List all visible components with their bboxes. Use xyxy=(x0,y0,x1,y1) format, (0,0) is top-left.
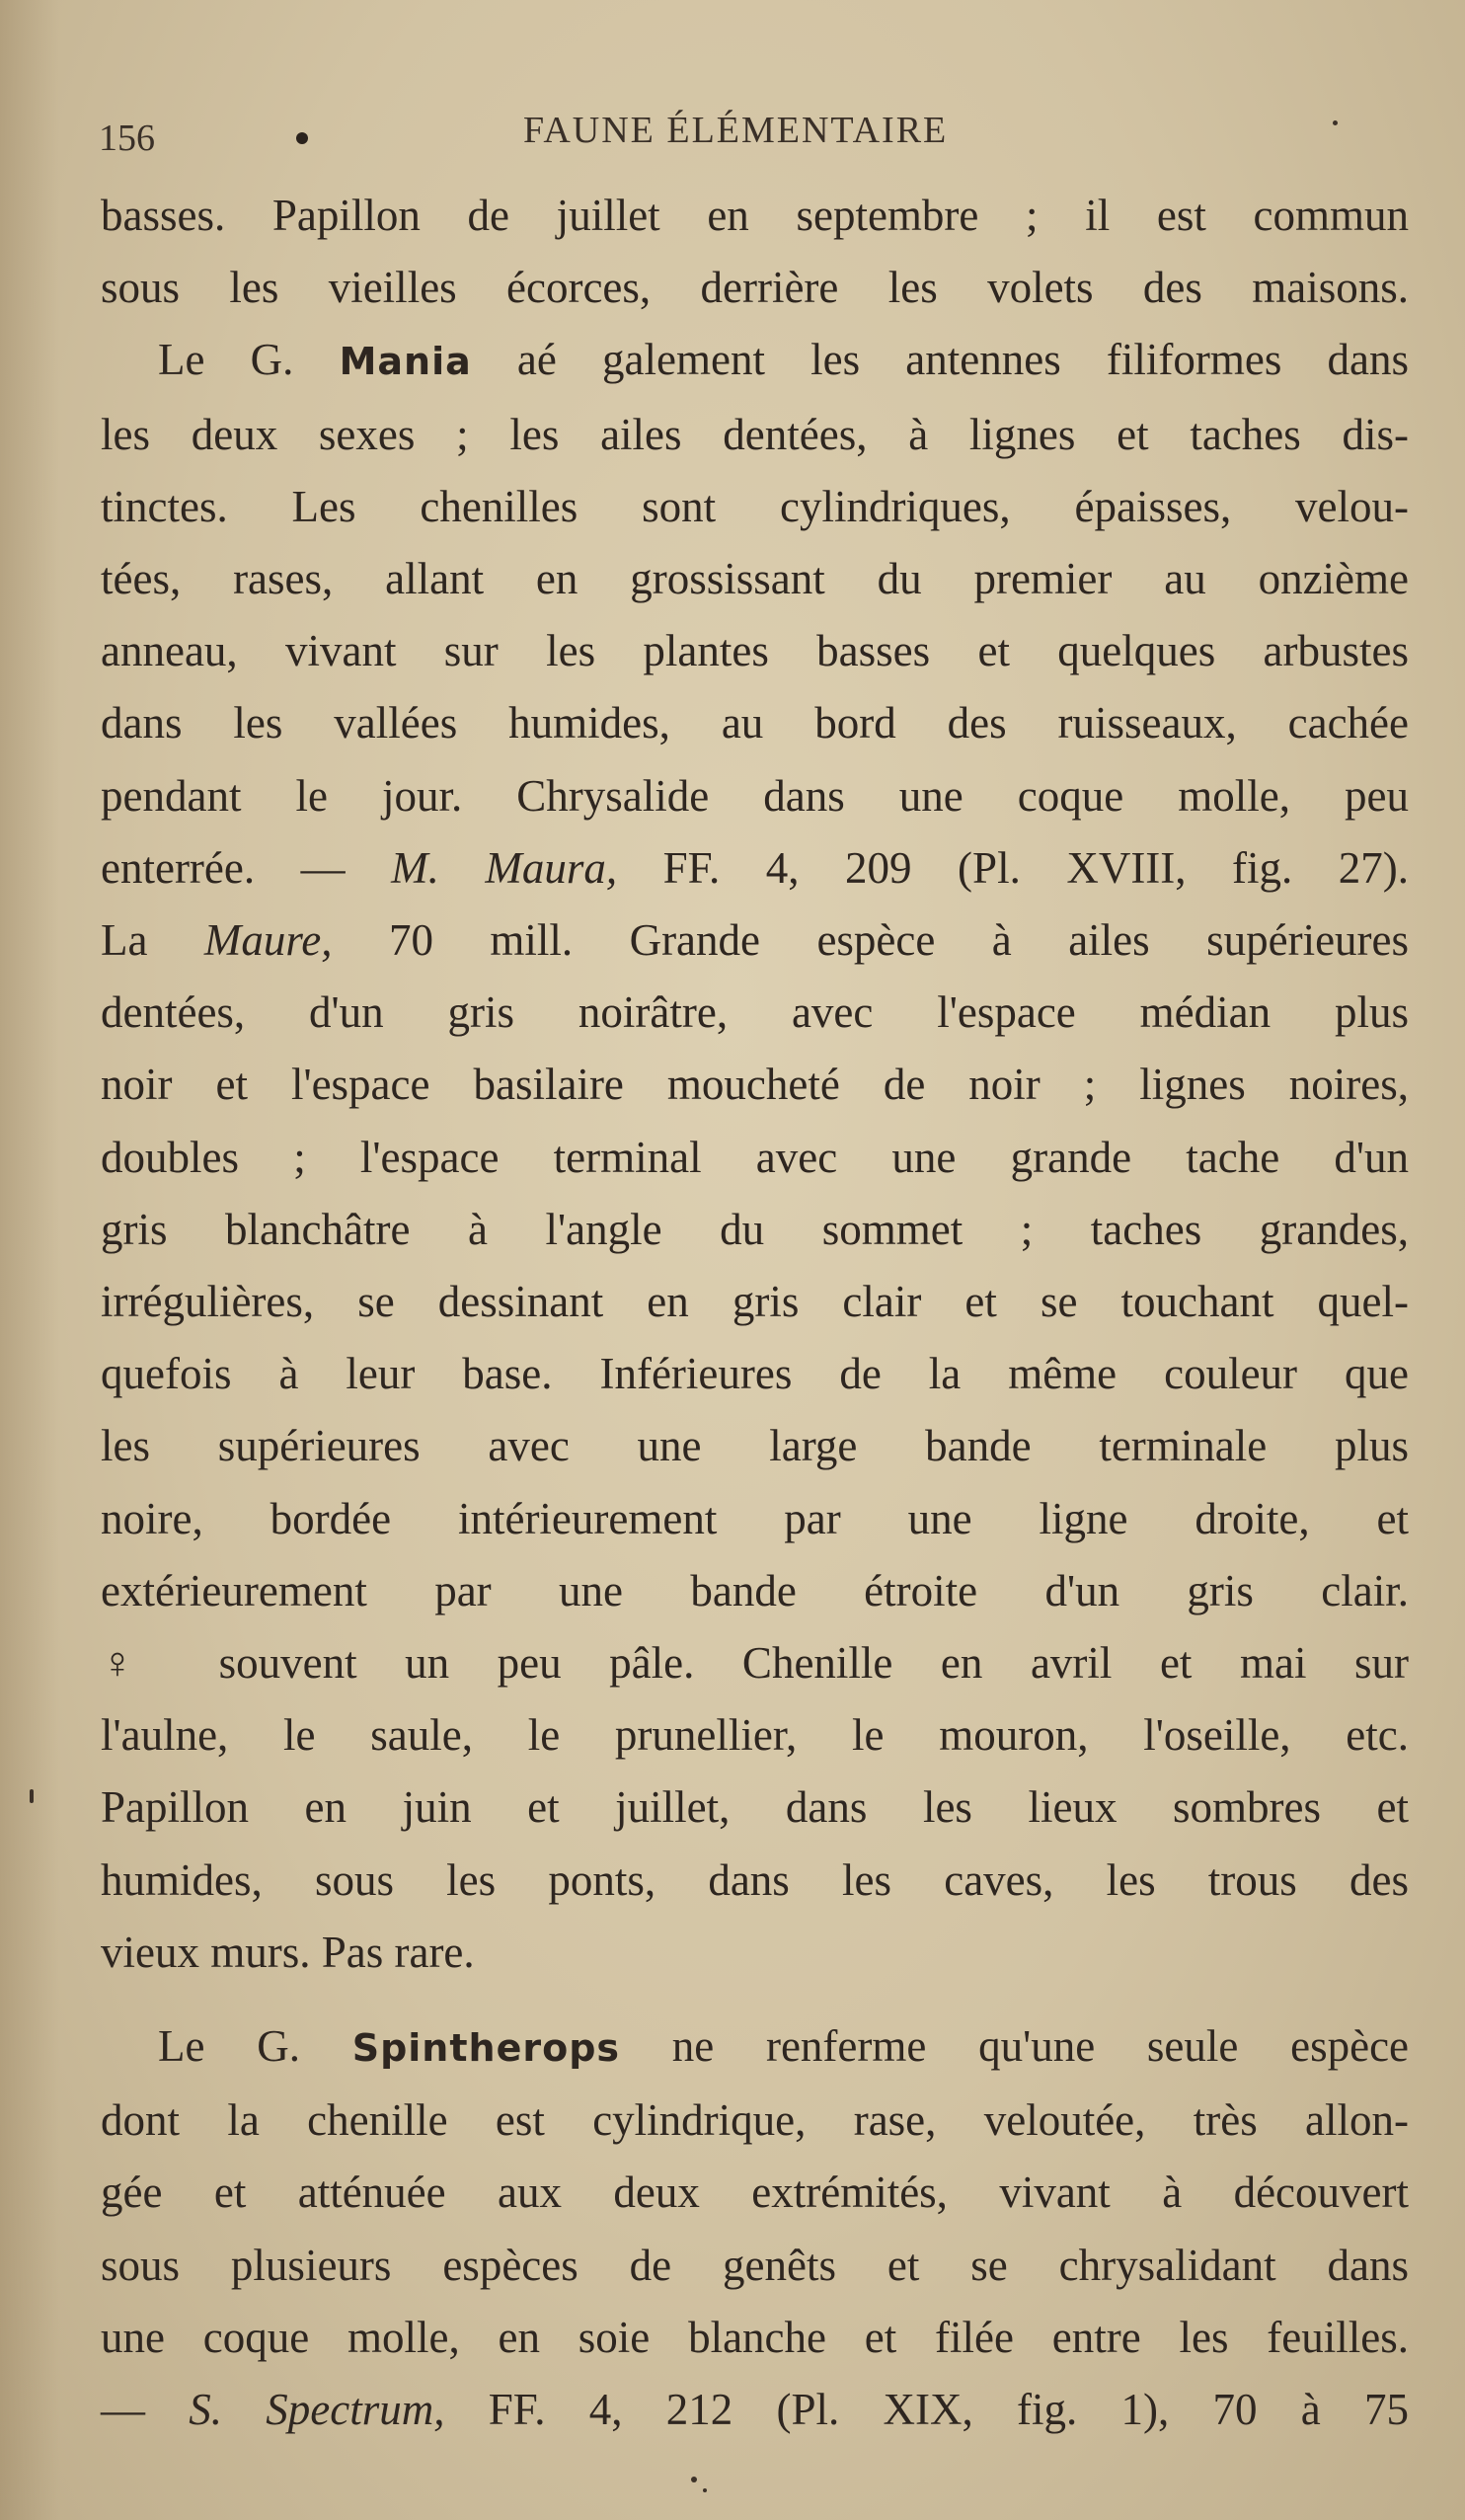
text-line: les deux sexes ; les ailes dentées, à lignes et taches dis- xyxy=(101,409,1409,459)
line-start: — xyxy=(101,2385,145,2435)
text-line: tinctes. Les chenilles sont cylindriques, épaisses, velou- xyxy=(101,481,1409,531)
paragraph-gap xyxy=(101,1989,1409,2010)
header-dot xyxy=(296,132,308,144)
running-title: FAUNE ÉLÉMENTAIRE xyxy=(523,110,949,151)
text-line xyxy=(101,905,1409,977)
genus-name-mania: Mania xyxy=(339,340,472,384)
line-rest: 70 mill. Grande espèce à ailes supérieures xyxy=(388,915,1410,966)
text-line: dont la chenille est cylindrique, rase, veloutée, très allon- xyxy=(101,2095,1409,2146)
line-rest: ne renferme qu'une seule espèce xyxy=(671,2021,1410,2072)
text-line: extérieurement par une bande étroite d'un gris clair. xyxy=(101,1565,1409,1615)
text-line xyxy=(101,832,1409,905)
common-article: La xyxy=(101,915,148,966)
genus-intro: Le G. xyxy=(158,335,294,385)
species-name-maura: M. Maura, xyxy=(391,842,618,893)
page-header xyxy=(99,99,1412,158)
text-line: l'aulne, le saule, le prunellier, le mouron, l'oseille, etc. xyxy=(101,1710,1409,1761)
text-line: dentées, d'un gris noirâtre, avec l'espace médian plus xyxy=(101,987,1409,1038)
text-line xyxy=(101,2010,1409,2085)
text-line xyxy=(101,2374,1409,2446)
line-start: enterrée. — xyxy=(101,842,346,893)
text-line: sous les vieilles écorces, derrière les volets des maisons. xyxy=(101,263,1409,313)
line-rest: aé galement les antennes filiformes dans xyxy=(516,335,1410,385)
ink-speck xyxy=(30,1789,34,1803)
text-line: doubles ; l'espace terminal avec une grande tache d'un xyxy=(101,1132,1409,1182)
page-number: 156 xyxy=(99,118,155,159)
text-line: basses. Papillon de juillet en septembre ; il est commun xyxy=(101,191,1409,240)
page-shadow xyxy=(0,0,59,2520)
text-line: Papillon en juin et juillet, dans les lieux sombres et xyxy=(101,1782,1409,1833)
text-line: pendant le jour. Chrysalide dans une coque molle, peu xyxy=(101,770,1409,821)
text-line: ♀ souvent un peu pâle. Chenille en avril et mai sur xyxy=(101,1638,1409,1689)
text-line: sous plusieurs espèces de genêts et se chrysalidant dans xyxy=(101,2240,1409,2290)
ink-speck xyxy=(691,2477,697,2482)
text-line: gée et atténuée aux deux extrémités, vivant à découvert xyxy=(101,2167,1409,2218)
text-line: irrégulières, se dessinant en gris clair et se touchant quel- xyxy=(101,1277,1409,1327)
text-line: humides, sous les ponts, dans les caves, les trous des xyxy=(101,1854,1409,1905)
text-line: quefois à leur base. Inférieures de la même couleur que xyxy=(101,1349,1409,1399)
body-text xyxy=(101,180,1409,2446)
text-line: noir et l'espace basilaire moucheté de noir ; lignes noires, xyxy=(101,1060,1409,1110)
text-line: anneau, vivant sur les plantes basses et quelques arbustes xyxy=(101,626,1409,676)
ink-speck xyxy=(703,2488,707,2492)
text-line: vieux murs. Pas rare. xyxy=(101,1927,475,1977)
line-rest: FF. 4, 209 (Pl. XVIII, fig. 27). xyxy=(662,842,1409,893)
text-line: les supérieures avec une large bande terminale plus xyxy=(101,1421,1409,1471)
genus-intro: Le G. xyxy=(158,2021,300,2072)
common-name-maure: Maure, xyxy=(203,915,333,966)
species-name-spectrum: S. Spectrum, xyxy=(189,2385,445,2435)
ink-speck xyxy=(1333,120,1338,125)
text-line: dans les vallées humides, au bord des ruisseaux, cachée xyxy=(101,698,1409,748)
text-line: gris blanchâtre à l'angle du sommet ; taches grandes, xyxy=(101,1204,1409,1254)
text-line xyxy=(101,324,1409,398)
text-line: tées, rases, allant en grossissant du premier au onzième xyxy=(101,554,1409,604)
text-line: une coque molle, en soie blanche et filée entre les feuilles. xyxy=(101,2312,1409,2362)
line-rest: FF. 4, 212 (Pl. XIX, fig. 1), 70 à 75 xyxy=(488,2385,1410,2435)
genus-name-spintherops: Spintherops xyxy=(351,2026,621,2071)
text-line: noire, bordée intérieurement par une ligne droite, et xyxy=(101,1493,1409,1543)
